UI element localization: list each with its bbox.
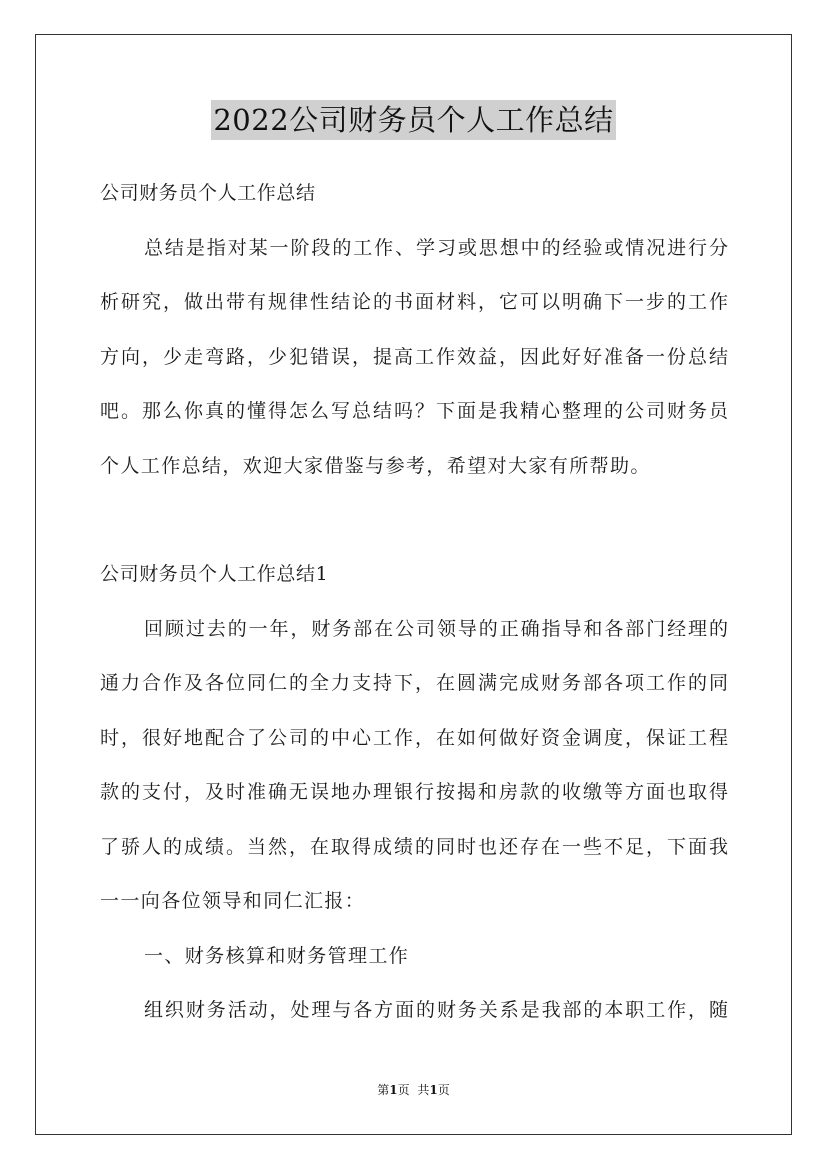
- footer-total-prefix: 共: [417, 1083, 430, 1097]
- footer-total-suffix: 页: [437, 1083, 450, 1097]
- intro-line-5: 个人工作总结，欢迎大家借鉴与参考，希望对大家有所帮助。: [100, 454, 651, 477]
- section1-line-6: 一一向各位领导和同仁汇报：: [100, 890, 366, 912]
- document-body: [100, 175, 728, 1047]
- intro-heading: 公司财务员个人工作总结: [100, 182, 316, 204]
- section1-line-4: 款的支付，及时准确无误地办理银行按揭和房款的收缴等方面也取得: [100, 781, 728, 803]
- section1-heading: 公司财务员个人工作总结1: [100, 563, 329, 585]
- intro-line-4: 吧。那么你真的懂得怎么写总结吗？下面是我精心整理的公司财务员: [100, 400, 728, 422]
- intro-line-3: 方向，少走弯路，少犯错误，提高工作效益，因此好好准备一份总结: [100, 345, 728, 368]
- intro-line-2: 析研究，做出带有规律性结论的书面材料，它可以明确下一步的工作: [100, 291, 728, 313]
- section1-line-3: 时，很好地配合了公司的中心工作，在如何做好资金调度，保证工程: [100, 726, 728, 749]
- subsection-heading: 一、财务核算和财务管理工作: [144, 944, 410, 967]
- paragraph-gap: [100, 502, 728, 556]
- footer-page-prefix: 第: [377, 1083, 390, 1097]
- section1-line-5: 了骄人的成绩。当然，在取得成绩的同时也还存在一些不足，下面我: [100, 835, 728, 858]
- footer-page-total: 1: [429, 1083, 438, 1097]
- title-wrap: [0, 100, 827, 140]
- section1-line-2: 通力合作及各位同仁的全力支持下，在圆满完成财务部各项工作的同: [100, 672, 728, 694]
- page-footer: [0, 1082, 827, 1098]
- document-title: 2022公司财务员个人工作总结: [211, 100, 615, 140]
- section1-line-1: 回顾过去的一年，财务部在公司领导的正确指导和各部门经理的: [144, 617, 728, 640]
- intro-line-1: 总结是指对某一阶段的工作、学习或思想中的经验或情况进行分: [144, 236, 728, 259]
- footer-page-current: 1: [389, 1083, 398, 1097]
- footer-page-suffix: 页: [397, 1083, 410, 1097]
- subsection-line-1: 组织财务活动，处理与各方面的财务关系是我部的本职工作，随: [144, 999, 728, 1021]
